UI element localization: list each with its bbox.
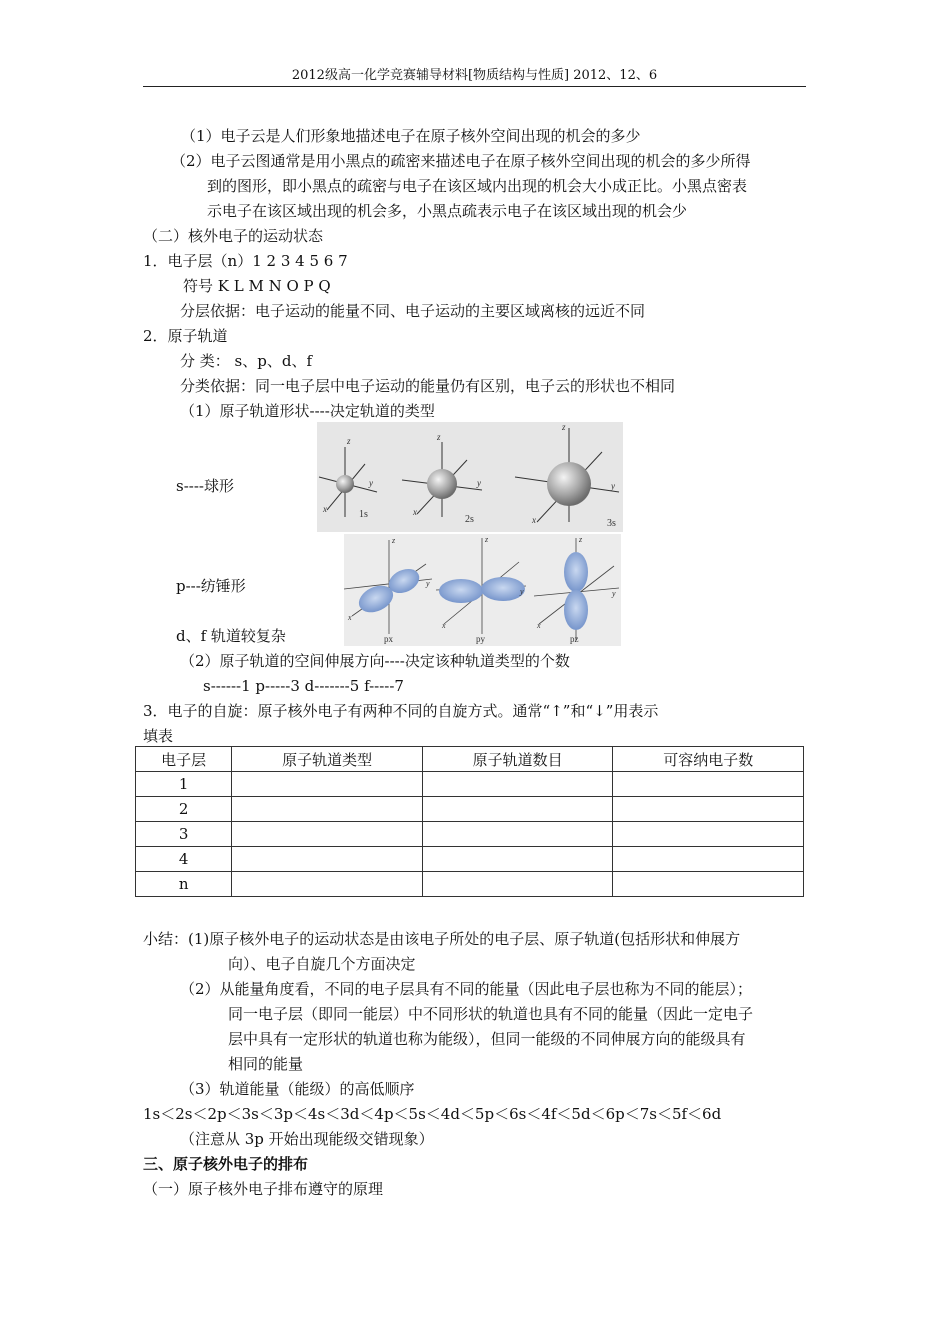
blank-cell[interactable] <box>232 872 423 897</box>
svg-text:z: z <box>347 436 351 446</box>
row-shell: n <box>136 872 232 897</box>
svg-text:x: x <box>413 507 417 517</box>
blank-cell[interactable] <box>422 847 613 872</box>
table-header-row <box>136 747 804 772</box>
row-shell: 4 <box>136 847 232 872</box>
p-orbital-figure <box>344 534 621 646</box>
s-orbital-label: s----球形 <box>176 477 234 495</box>
para-2-line-3: 示电子在该区域出现的机会多，小黑点疏表示电子在该区域出现的机会少 <box>207 202 688 220</box>
shell-symbols: 符号 K L M N O P Q <box>183 277 331 295</box>
section-3-heading: 三、原子核外电子的排布 <box>143 1155 309 1173</box>
svg-text:y: y <box>612 589 616 598</box>
fill-in-table <box>135 746 804 897</box>
para-2-line-1: （2）电子云图通常是用小黑点的疏密来描述电子在原子核外空间出现的机会的多少所得 <box>171 152 751 170</box>
blank-cell[interactable] <box>232 797 423 822</box>
label-2s: 2s <box>465 514 474 525</box>
orbital-direction-heading: （2）原子轨道的空间伸展方向----决定该种轨道类型的个数 <box>180 652 570 670</box>
orbital-counts: s------1 p-----3 d-------5 f-----7 <box>203 677 404 695</box>
blank-cell[interactable] <box>232 772 423 797</box>
blank-cell[interactable] <box>422 772 613 797</box>
orbital-classes: 分 类： s、p、d、f <box>180 352 312 370</box>
svg-text:y: y <box>369 478 373 488</box>
orbital-basis: 分类依据：同一电子层中电子运动的能量仍有区别，电子云的形状也不相同 <box>180 377 676 395</box>
col-shell: 电子层 <box>136 747 232 772</box>
summary-1-line-2: 向）、电子自旋几个方面决定 <box>228 955 416 973</box>
p-orbital-label: p---纺锤形 <box>176 577 246 595</box>
table-row <box>136 847 804 872</box>
orbital-2s <box>402 442 482 517</box>
svg-text:x: x <box>532 515 536 525</box>
blank-cell[interactable] <box>232 847 423 872</box>
col-orbital-count: 原子轨道数目 <box>422 747 613 772</box>
col-orbital-type: 原子轨道类型 <box>232 747 423 772</box>
s-orbital-figure <box>317 422 623 532</box>
table-row <box>136 797 804 822</box>
blank-cell[interactable] <box>422 797 613 822</box>
svg-text:z: z <box>562 422 566 432</box>
label-px: px <box>384 634 393 644</box>
label-3s: 3s <box>607 518 616 529</box>
summary-3: （3）轨道能量（能级）的高低顺序 <box>180 1080 415 1098</box>
item-1-shells: 1．电子层（n）1 2 3 4 5 6 7 <box>143 252 348 270</box>
svg-text:y: y <box>520 587 524 596</box>
para-2-line-2: 到的图形，即小黑点的疏密与电子在该区域内出现的机会大小成正比。小黑点密表 <box>207 177 748 195</box>
page-header: 2012级高一化学竞赛辅导材料[物质结构与性质] 2012、12、6 <box>291 68 658 83</box>
shell-basis: 分层依据：电子运动的能量不同、电子运动的主要区域离核的远近不同 <box>180 302 646 320</box>
svg-text:z: z <box>392 536 396 545</box>
section-2-heading: （二）核外电子的运动状态 <box>143 227 324 245</box>
table-row <box>136 872 804 897</box>
orbital-py <box>436 538 526 634</box>
row-shell: 1 <box>136 772 232 797</box>
label-1s: 1s <box>359 509 368 520</box>
blank-cell[interactable] <box>422 822 613 847</box>
svg-text:x: x <box>348 613 352 622</box>
row-shell: 2 <box>136 797 232 822</box>
energy-order: 1s＜2s＜2p＜3s＜3p＜4s＜3d＜4p＜5s＜4d＜5p＜6s＜4f＜5d＜6p＜7s＜5f＜6d <box>143 1105 722 1123</box>
svg-text:x: x <box>537 621 541 630</box>
orbital-pz <box>534 538 619 640</box>
item-2-orbitals: 2．原子轨道 <box>143 327 228 345</box>
summary-2-line-3: 层中具有一定形状的轨道也称为能级），但同一能级的不同伸展方向的能级具有 <box>228 1030 746 1048</box>
blank-cell[interactable] <box>613 822 804 847</box>
blank-cell[interactable] <box>232 822 423 847</box>
section-3-1-heading: （一）原子核外电子排布遵守的原理 <box>143 1180 384 1198</box>
svg-text:z: z <box>579 535 583 544</box>
orbital-px <box>344 540 432 634</box>
col-capacity: 可容纳电子数 <box>613 747 804 772</box>
orbital-3s <box>515 428 619 522</box>
summary-2-line-4: 相同的能量 <box>228 1055 304 1073</box>
blank-cell[interactable] <box>613 772 804 797</box>
svg-text:y: y <box>426 579 430 588</box>
summary-2-line-1: （2）从能量角度看，不同的电子层具有不同的能量（因此电子层也称为不同的能层）； <box>180 980 753 998</box>
table-row <box>136 822 804 847</box>
blank-cell[interactable] <box>613 847 804 872</box>
fill-table-label: 填表 <box>143 727 174 745</box>
svg-text:z: z <box>485 535 489 544</box>
summary-1-line-1: 小结：(1)原子核外电子的运动状态是由该电子所处的电子层、原子轨道(包括形状和伸展方 <box>143 930 741 948</box>
blank-cell[interactable] <box>613 872 804 897</box>
table-row <box>136 772 804 797</box>
svg-text:x: x <box>323 504 327 514</box>
row-shell: 3 <box>136 822 232 847</box>
svg-text:y: y <box>611 481 615 491</box>
svg-text:x: x <box>442 621 446 630</box>
df-orbital-label: d、f 轨道较复杂 <box>176 627 286 645</box>
blank-cell[interactable] <box>613 797 804 822</box>
label-pz: pz <box>570 634 579 644</box>
item-3-spin: 3．电子的自旋：原子核外电子有两种不同的自旋方式。通常“↑”和“↓”用表示 <box>143 702 659 720</box>
para-1: （1）电子云是人们形象地描述电子在原子核外空间出现的机会的多少 <box>181 127 641 145</box>
blank-cell[interactable] <box>422 872 613 897</box>
crossover-note: （注意从 3p 开始出现能级交错现象） <box>180 1130 434 1148</box>
label-py: py <box>476 634 485 644</box>
header-rule <box>143 86 806 87</box>
svg-text:z: z <box>437 432 441 442</box>
summary-2-line-2: 同一电子层（即同一能层）中不同形状的轨道也具有不同的能量（因此一定电子 <box>228 1005 754 1023</box>
svg-text:y: y <box>477 478 481 488</box>
orbital-shape-heading: （1）原子轨道形状----决定轨道的类型 <box>180 402 435 420</box>
